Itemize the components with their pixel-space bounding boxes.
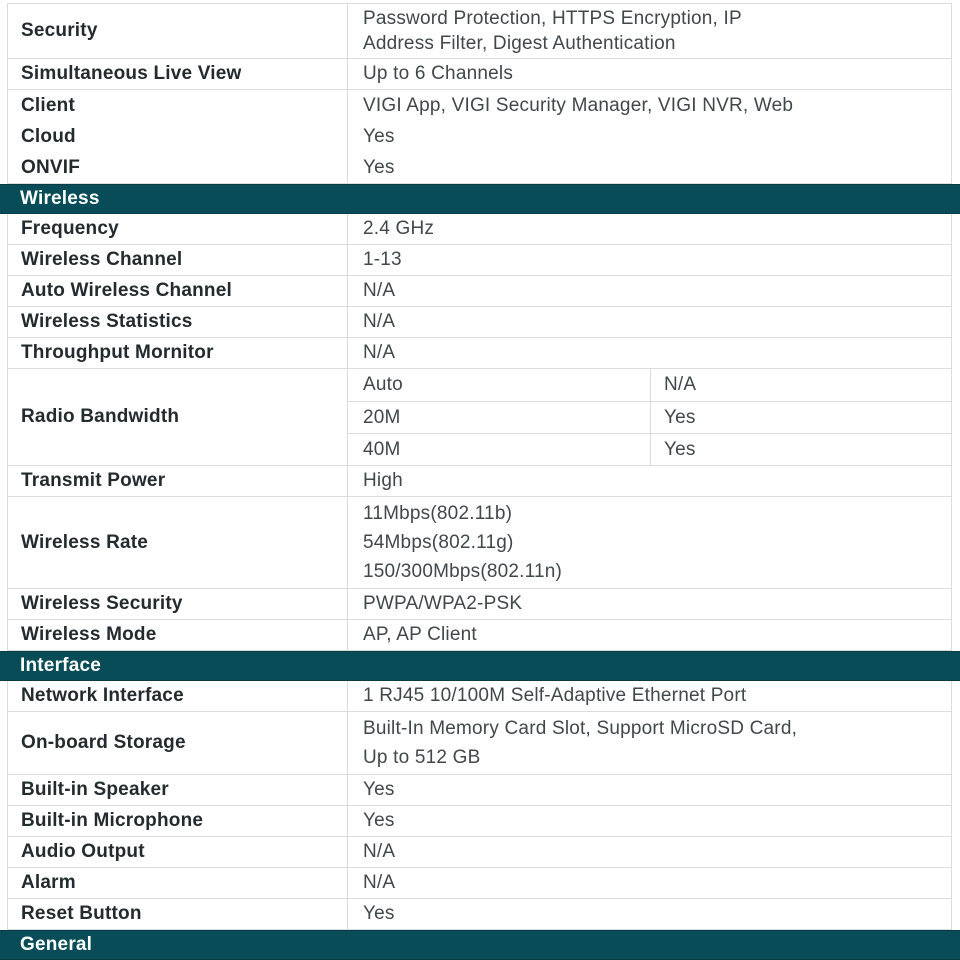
row-label-cell (8, 338, 348, 368)
table-row (8, 369, 951, 466)
row-label-cell (8, 775, 348, 805)
row-value: Yes (363, 810, 395, 831)
row-label-cell (8, 899, 348, 929)
sub-option: 20M (348, 402, 651, 433)
row-label: Transmit Power (21, 470, 166, 491)
table-row (8, 868, 951, 899)
row-label-cell (8, 589, 348, 619)
row-label: Simultaneous Live View (21, 63, 242, 84)
table-row (8, 899, 951, 930)
row-label: Throughput Mornitor (21, 342, 214, 363)
section-header-label: General (20, 934, 93, 955)
row-label: Wireless Channel (21, 249, 183, 270)
row-value-cell (348, 589, 951, 619)
row-label-cell (8, 214, 348, 244)
sub-value: Yes (664, 406, 696, 428)
row-label-cell (8, 369, 348, 465)
row-value: AP, AP Client (363, 624, 477, 645)
row-value-cell (348, 681, 951, 711)
section-rows-interface (7, 681, 952, 930)
row-value-line: Built-In Memory Card Slot, Support MicroSD Card, (363, 718, 798, 739)
row-label: Cloud (21, 126, 76, 147)
table-row (8, 589, 951, 620)
row-label: Security (21, 20, 98, 41)
row-value: Yes (363, 779, 395, 800)
row-label-cell (8, 497, 348, 588)
table-row (8, 466, 951, 497)
row-value: 2.4 GHz (363, 218, 435, 239)
row-value: N/A (363, 841, 396, 862)
row-value: Yes (363, 126, 395, 147)
row-value-line: 150/300Mbps(802.11n) (363, 561, 563, 582)
row-label-cell (8, 276, 348, 306)
row-value-cell (348, 245, 951, 275)
sub-option: Auto (348, 369, 651, 401)
row-value-cell (348, 868, 951, 898)
table-row (8, 4, 951, 59)
row-value: High (363, 470, 403, 491)
section-rows-top (7, 3, 952, 184)
row-label-cell (8, 307, 348, 337)
row-label-cell (8, 806, 348, 836)
table-row (8, 837, 951, 868)
row-label: Radio Bandwidth (21, 406, 180, 427)
row-label-cell (8, 4, 348, 58)
row-label-cell (8, 90, 348, 183)
row-label: Client (21, 95, 75, 116)
row-value-line: Up to 512 GB (363, 747, 481, 768)
sub-row (348, 369, 951, 401)
table-row (8, 59, 951, 90)
row-label-cell (8, 620, 348, 650)
row-label: ONVIF (21, 157, 81, 178)
row-value-cell (348, 712, 951, 774)
row-value-line: Password Protection, HTTPS Encryption, IP (363, 8, 742, 29)
row-label-cell (8, 837, 348, 867)
row-value-cell (348, 90, 951, 183)
sub-value: N/A (664, 374, 697, 395)
row-label-cell (8, 59, 348, 89)
row-value-line: Address Filter, Digest Authentication (363, 33, 676, 54)
row-value-cell (348, 620, 951, 650)
row-value-cell (348, 369, 951, 465)
table-row (8, 276, 951, 307)
row-value: N/A (363, 872, 396, 893)
row-value: N/A (363, 311, 396, 332)
section-rows-wireless (7, 214, 952, 651)
row-label: Wireless Security (21, 593, 183, 614)
table-row (8, 214, 951, 245)
row-value-cell (348, 775, 951, 805)
section-header-wireless (0, 184, 960, 214)
row-value-cell (348, 276, 951, 306)
section-header-general (0, 930, 960, 960)
row-value-cell (348, 806, 951, 836)
row-label-cell (8, 245, 348, 275)
row-label: Wireless Statistics (21, 311, 193, 332)
table-row (8, 806, 951, 837)
row-label: Wireless Mode (21, 624, 157, 645)
row-value: VIGI App, VIGI Security Manager, VIGI NVR, Web (363, 95, 794, 116)
row-value-cell (348, 497, 951, 588)
row-value-cell (348, 338, 951, 368)
table-row (8, 620, 951, 651)
row-label: Alarm (21, 872, 76, 893)
table-row (8, 307, 951, 338)
row-label: Reset Button (21, 903, 142, 924)
row-label: Built-in Speaker (21, 779, 169, 800)
row-value: 1-13 (363, 249, 402, 270)
row-value: Yes (363, 903, 395, 924)
table-row (8, 245, 951, 276)
row-value-line: 11Mbps(802.11b) (363, 503, 513, 524)
section-header-label: Interface (20, 655, 102, 676)
table-row (8, 338, 951, 369)
row-label: Wireless Rate (21, 531, 149, 553)
row-value-cell (348, 837, 951, 867)
row-value: Yes (363, 157, 395, 178)
table-row (8, 90, 951, 184)
row-value: Up to 6 Channels (363, 63, 514, 84)
table-row (8, 497, 951, 589)
sub-row (348, 401, 951, 433)
row-label-cell (8, 466, 348, 496)
row-label: Built-in Microphone (21, 810, 204, 831)
row-label-cell (8, 681, 348, 711)
row-label-cell (8, 712, 348, 774)
row-value: PWPA/WPA2-PSK (363, 593, 523, 614)
row-label: On-board Storage (21, 732, 186, 753)
row-value-cell (348, 4, 951, 58)
row-value-line: 54Mbps(802.11g) (363, 532, 514, 553)
table-row (8, 681, 951, 712)
row-value-cell (348, 59, 951, 89)
table-row (8, 712, 951, 775)
row-label: Auto Wireless Channel (21, 280, 232, 301)
table-row (8, 775, 951, 806)
section-header-label: Wireless (20, 188, 100, 209)
row-value-cell (348, 214, 951, 244)
section-header-interface (0, 651, 960, 681)
row-value-cell (348, 307, 951, 337)
row-label: Network Interface (21, 685, 184, 706)
sub-option: 40M (348, 434, 651, 465)
row-value: N/A (363, 280, 396, 301)
row-value: 1 RJ45 10/100M Self-Adaptive Ethernet Port (363, 685, 747, 706)
row-value-cell (348, 466, 951, 496)
row-label: Frequency (21, 218, 119, 239)
sub-value: Yes (664, 438, 696, 460)
row-label: Audio Output (21, 841, 145, 862)
row-label-cell (8, 868, 348, 898)
row-value-cell (348, 899, 951, 929)
row-value: N/A (363, 342, 396, 363)
sub-row (348, 433, 951, 465)
